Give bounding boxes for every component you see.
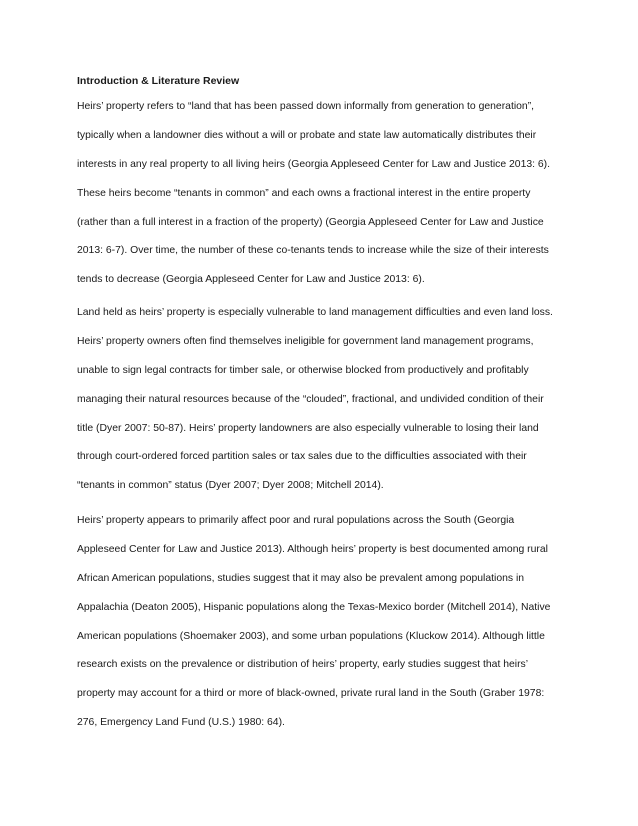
paragraph-line: typically when a landowner dies without a will or probate and state law automatically distributes their (77, 129, 537, 141)
paragraph-line: interests in any real property to all living heirs (Georgia Appleseed Center for Law and Justice 2013: 6). (77, 158, 551, 170)
paragraph-line: “tenants in common” status (Dyer 2007; Dyer 2008; Mitchell 2014). (77, 480, 384, 492)
paragraph-line: Heirs’ property refers to “land that has been passed down informally from generation to generation”, (77, 101, 535, 112)
paragraph-2 (77, 306, 577, 508)
paragraph-line: tends to decrease (Georgia Appleseed Center for Law and Justice 2013: 6). (77, 274, 425, 286)
paragraph-3 (77, 514, 577, 745)
paragraph-line: (rather than a full interest in a fraction of the property) (Georgia Appleseed Center for Law and Justice (77, 216, 544, 228)
paragraph-line: title (Dyer 2007: 50-87). Heirs’ property landowners are also especially vulnerable to losing their land (77, 422, 539, 434)
paragraph-line: Appalachia (Deaton 2005), Hispanic populations along the Texas-Mexico border (Mitchell 2014), Native (77, 601, 551, 613)
paragraph-line: Heirs’ property owners often find themselves ineligible for government land management programs, (77, 335, 534, 347)
paragraph-line: managing their natural resources because of the “clouded”, fractional, and undivided condition of their (77, 393, 544, 405)
paragraph-line: research exists on the prevalence or distribution of heirs’ property, early studies suggest that heirs’ (77, 659, 529, 671)
paragraph-line: property may account for a third or more of black-owned, private rural land in the South (Graber 1978: (77, 688, 545, 700)
paragraph-1 (77, 100, 577, 302)
paragraph-line: Appleseed Center for Law and Justice 2013). Although heirs’ property is best documented among rural (77, 543, 548, 555)
paragraph-line: 276, Emergency Land Fund (U.S.) 1980: 64). (77, 717, 285, 729)
paragraph-line: African American populations, studies suggest that it may also be prevalent among populations in (77, 572, 525, 584)
paragraph-line: These heirs become “tenants in common” and each owns a fractional interest in the entire property (77, 187, 531, 199)
paragraph-line: through court-ordered forced partition sales or tax sales due to the difficulties associated with their (77, 451, 527, 463)
paragraph-line: American populations (Shoemaker 2003), and some urban populations (Kluckow 2014). Although little (77, 630, 545, 642)
section-heading: Introduction & Literature Review (77, 75, 240, 87)
paragraph-line: Heirs’ property appears to primarily affect poor and rural populations across the South (Georgia (77, 515, 515, 526)
paragraph-line: unable to sign legal contracts for timber sale, or otherwise blocked from productively and profitably (77, 364, 529, 376)
paragraph-line: Land held as heirs’ property is especially vulnerable to land management difficulties and even land loss. (77, 307, 553, 318)
paragraph-line: 2013: 6-7). Over time, the number of these co-tenants tends to increase while the size of their interests (77, 245, 549, 257)
